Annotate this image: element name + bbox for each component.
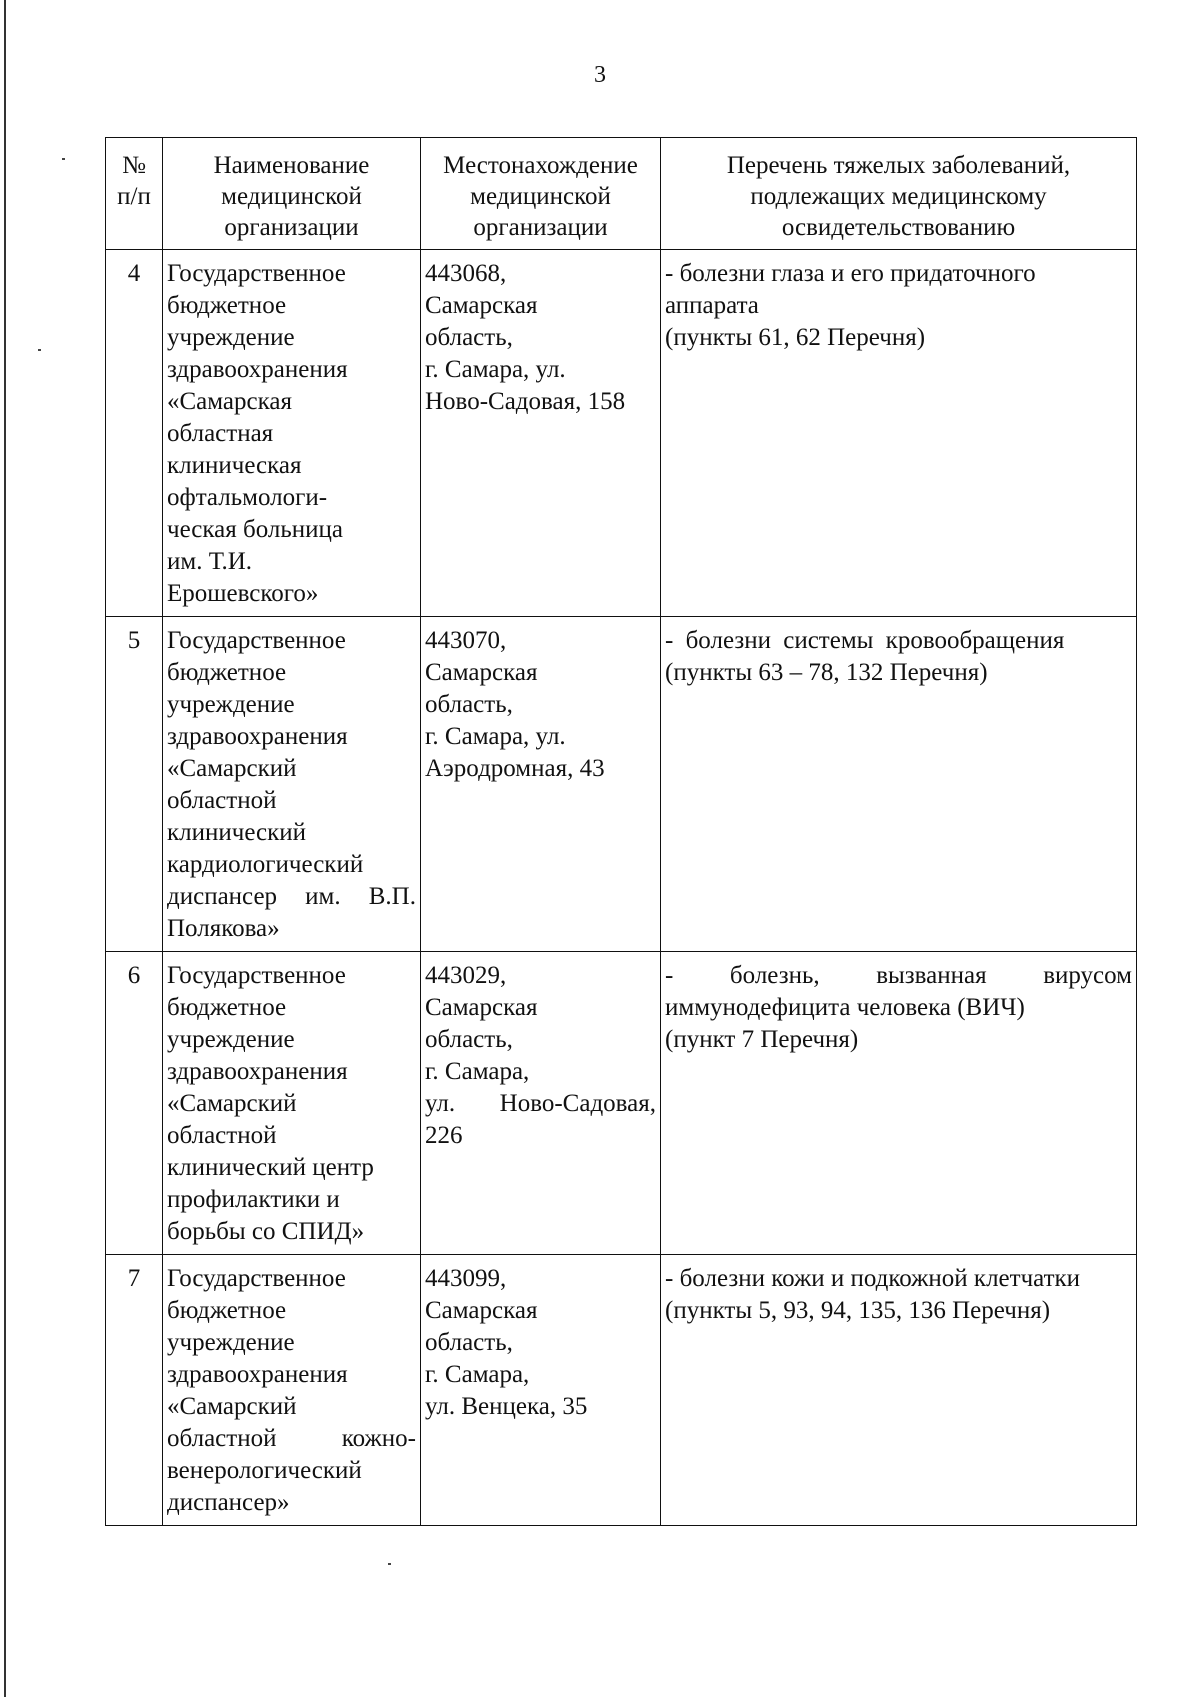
name-line: областной: [167, 1122, 277, 1149]
scan-speck: [388, 1563, 391, 1565]
name-line: «Самарский: [167, 1090, 297, 1117]
location-line: Самарская: [425, 1297, 538, 1324]
location-line: 443099,: [425, 1265, 507, 1292]
header-num: [106, 138, 163, 250]
location-line: Самарская: [425, 659, 538, 686]
table-header-row: [106, 138, 1137, 250]
location-line: г. Самара,: [425, 1058, 530, 1085]
name-line: кардиологический: [167, 851, 364, 878]
scan-edge-line: [4, 0, 6, 1697]
name-line: бюджетное: [167, 659, 287, 686]
name-line: здравоохранения: [167, 1058, 348, 1085]
name-line: клинический: [167, 819, 307, 846]
table-row: [106, 1255, 1137, 1526]
header-num-line: №: [122, 152, 146, 179]
header-location-line: организации: [473, 214, 608, 241]
name-line: здравоохранения: [167, 1361, 348, 1388]
organization-location: [421, 952, 661, 1255]
header-location-line: медицинской: [470, 183, 611, 210]
disease-line: аппарата: [665, 292, 759, 319]
table-row: [106, 952, 1137, 1255]
organization-location: [421, 250, 661, 617]
name-line: учреждение: [167, 1026, 295, 1053]
location-line: 443068,: [425, 260, 507, 287]
organization-name: [163, 617, 421, 952]
location-line: 443070,: [425, 627, 507, 654]
location-line: ул. Венцека, 35: [425, 1393, 588, 1420]
name-line: «Самарский: [167, 1393, 297, 1420]
row-number: 6: [106, 952, 163, 1255]
name-line: офтальмологи-: [167, 484, 328, 511]
name-line: Государственное: [167, 260, 346, 287]
organization-name: [163, 250, 421, 617]
row-number: 5: [106, 617, 163, 952]
scan-speck: [62, 158, 65, 160]
name-line: венерологический: [167, 1457, 362, 1484]
name-line: профилактики и: [167, 1186, 340, 1213]
organization-location: [421, 617, 661, 952]
name-line: учреждение: [167, 691, 295, 718]
table-row: [106, 617, 1137, 952]
scan-speck: [38, 349, 41, 351]
name-line: Государственное: [167, 627, 346, 654]
name-line: учреждение: [167, 1329, 295, 1356]
name-line: борьбы со СПИД»: [167, 1218, 365, 1245]
name-line: Государственное: [167, 962, 346, 989]
header-diseases-line: подлежащих медицинскому: [750, 183, 1047, 210]
header-name-line: организации: [224, 214, 359, 241]
header-location: [421, 138, 661, 250]
organization-name: [163, 952, 421, 1255]
name-line: клинический центр: [167, 1154, 374, 1181]
disease-list: [661, 952, 1137, 1255]
medical-organizations-table: [105, 137, 1137, 1526]
location-line: Самарская: [425, 292, 538, 319]
name-line: «Самарская: [167, 388, 292, 415]
disease-line: - болезни системы кровообращения: [665, 627, 1065, 654]
organization-name: [163, 1255, 421, 1526]
name-line: им. Т.И.: [167, 548, 253, 575]
header-diseases-line: Перечень тяжелых заболеваний,: [726, 152, 1071, 179]
name-line: диспансер»: [167, 1489, 290, 1516]
disease-line: - болезнь, вызванная вирусом: [665, 962, 1132, 989]
location-line: область,: [425, 1026, 513, 1053]
row-number: 4: [106, 250, 163, 617]
name-line: здравоохранения: [167, 356, 348, 383]
location-line: г. Самара, ул.: [425, 723, 566, 750]
disease-line: (пункты 63 – 78, 132 Перечня): [665, 659, 988, 686]
header-diseases: [661, 138, 1137, 250]
name-line: областной кожно-: [167, 1425, 416, 1452]
name-line: клиническая: [167, 452, 302, 479]
disease-list: [661, 617, 1137, 952]
location-line: Самарская: [425, 994, 538, 1021]
name-line: областная: [167, 420, 274, 447]
disease-line: - болезни глаза и его придаточного: [665, 260, 1036, 287]
header-name-line: Наименование: [213, 152, 370, 179]
organization-location: [421, 1255, 661, 1526]
name-line: Полякова»: [167, 915, 280, 942]
location-line: область,: [425, 691, 513, 718]
header-name: [163, 138, 421, 250]
name-line: Государственное: [167, 1265, 346, 1292]
location-line: г. Самара,: [425, 1361, 530, 1388]
name-line: бюджетное: [167, 292, 287, 319]
name-line: здравоохранения: [167, 723, 348, 750]
name-line: областной: [167, 787, 277, 814]
location-line: область,: [425, 324, 513, 351]
page-number: 3: [594, 62, 606, 88]
header-diseases-line: освидетельствованию: [781, 214, 1016, 241]
name-line: Ерошевского»: [167, 580, 319, 607]
name-line: диспансер им. В.П.: [167, 883, 416, 910]
row-number: 7: [106, 1255, 163, 1526]
disease-list: [661, 250, 1137, 617]
header-name-line: медицинской: [221, 183, 362, 210]
name-line: бюджетное: [167, 994, 287, 1021]
disease-list: [661, 1255, 1137, 1526]
location-line: Ново-Садовая, 158: [425, 388, 626, 415]
disease-line: (пункты 5, 93, 94, 135, 136 Перечня): [665, 1297, 1051, 1324]
table-row: [106, 250, 1137, 617]
name-line: ческая больница: [167, 516, 344, 543]
location-line: Аэродромная, 43: [425, 755, 605, 782]
location-line: 443029,: [425, 962, 507, 989]
name-line: учреждение: [167, 324, 295, 351]
location-line: область,: [425, 1329, 513, 1356]
location-line: г. Самара, ул.: [425, 356, 566, 383]
disease-line: (пункты 61, 62 Перечня): [665, 324, 926, 351]
header-num-line: п/п: [117, 183, 151, 210]
location-line: ул. Ново-Садовая,: [425, 1090, 656, 1117]
disease-line: иммунодефицита человека (ВИЧ): [665, 994, 1025, 1021]
header-location-line: Местонахождение: [443, 152, 638, 179]
disease-line: (пункт 7 Перечня): [665, 1026, 859, 1053]
disease-line: - болезни кожи и подкожной клетчатки: [665, 1265, 1081, 1292]
name-line: «Самарский: [167, 755, 297, 782]
location-line: 226: [425, 1122, 463, 1149]
name-line: бюджетное: [167, 1297, 287, 1324]
